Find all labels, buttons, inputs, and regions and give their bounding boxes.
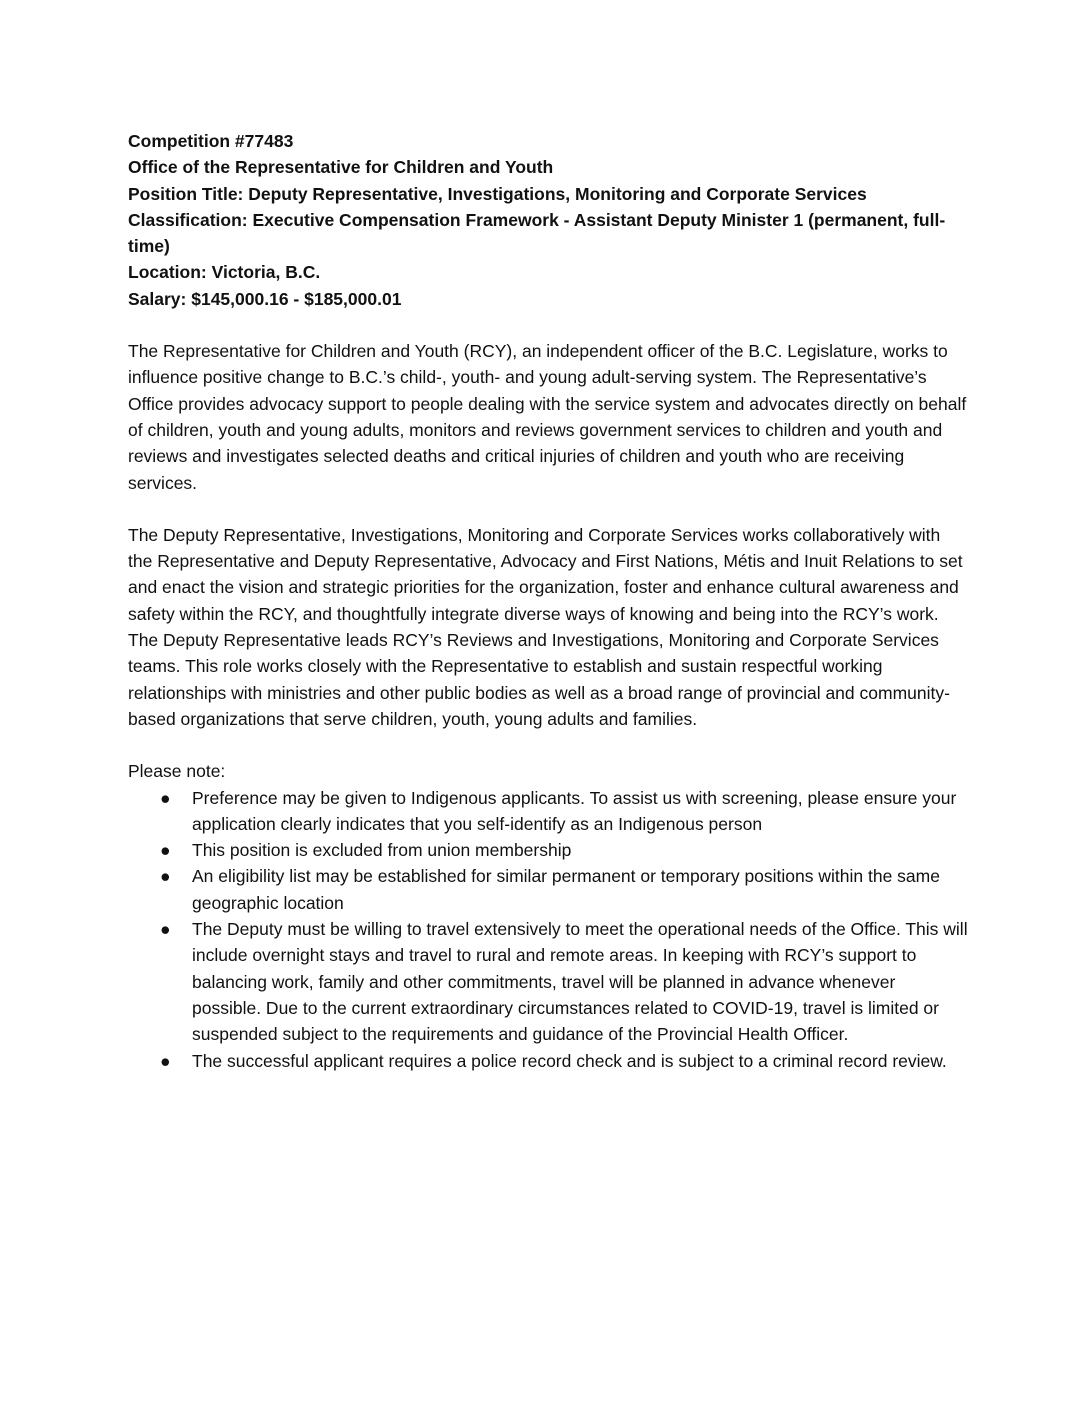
job-header xyxy=(128,128,968,312)
list-item-text: The successful applicant requires a police record check and is subject to a criminal record review. xyxy=(192,1050,947,1071)
notes-list xyxy=(128,785,968,1074)
role-paragraph: The Deputy Representative, Investigations, Monitoring and Corporate Services works collaboratively with the Representative and Deputy Representative, Advocacy and First Nations, Métis and Inuit Relations to set and enact the vision and strategic priorities for the organization, foster and enhance cultural awareness and safety within the RCY, and thoughtfully integrate diverse ways of knowing and being into the RCY’s work. The Deputy Representative leads RCY’s Reviews and Investigations, Monitoring and Corporate Services teams. This role works closely with the Representative to establish and sustain respectful working relationships with ministries and other public bodies as well as a broad range of provincial and community-based organizations that serve children, youth, young adults and families. xyxy=(128,524,963,729)
list-item xyxy=(128,837,968,863)
document-page xyxy=(128,128,968,1074)
list-item-text: Preference may be given to Indigenous applicants. To assist us with screening, please ensure your application clearly indicates that you self-identify as an Indigenous person xyxy=(192,787,957,834)
intro-paragraph: The Representative for Children and Youth (RCY), an independent officer of the B.C. Legislature, works to influence positive change to B.C.’s child-, youth- and young adult-serving system. The Representative’s Office provides advocacy support to people dealing with the service system and advocates directly on behalf of children, youth and young adults, monitors and reviews government services to children and youth and reviews and investigates selected deaths and critical injuries of children and youth who are receiving services. xyxy=(128,341,967,493)
list-item-text: This position is excluded from union membership xyxy=(192,840,572,861)
position-title: Position Title: Deputy Representative, Investigations, Monitoring and Corporate Services xyxy=(128,183,867,204)
office-name: Office of the Representative for Children and Youth xyxy=(128,157,554,178)
salary: Salary: $145,000.16 - $185,000.01 xyxy=(128,288,402,309)
list-item xyxy=(128,785,968,838)
bullet-icon: ● xyxy=(160,840,171,861)
list-item xyxy=(128,916,968,1047)
classification: Classification: Executive Compensation Framework - Assistant Deputy Minister 1 (permanent, full-time) xyxy=(128,209,946,257)
competition-number: Competition #77483 xyxy=(128,131,294,151)
bullet-icon: ● xyxy=(160,787,171,808)
location: Location: Victoria, B.C. xyxy=(128,262,321,283)
bullet-icon: ● xyxy=(160,1050,171,1071)
list-item-text: The Deputy must be willing to travel extensively to meet the operational needs of the Office. This will include overnight stays and travel to rural and remote areas. In keeping with RCY’s support to balancing work, family and other commitments, travel will be planned in advance whenever possible. Due to the current extraordinary circumstances related to COVID-19, travel is limited or suspended subject to the requirements and guidance of the Provincial Health Officer. xyxy=(192,919,968,1045)
list-item-text: An eligibility list may be established for similar permanent or temporary positions within the same geographic location xyxy=(192,866,940,913)
list-item xyxy=(128,1048,968,1074)
notes-label: Please note: xyxy=(128,761,226,782)
bullet-icon: ● xyxy=(160,919,171,940)
bullet-icon: ● xyxy=(160,866,171,887)
list-item xyxy=(128,863,968,916)
